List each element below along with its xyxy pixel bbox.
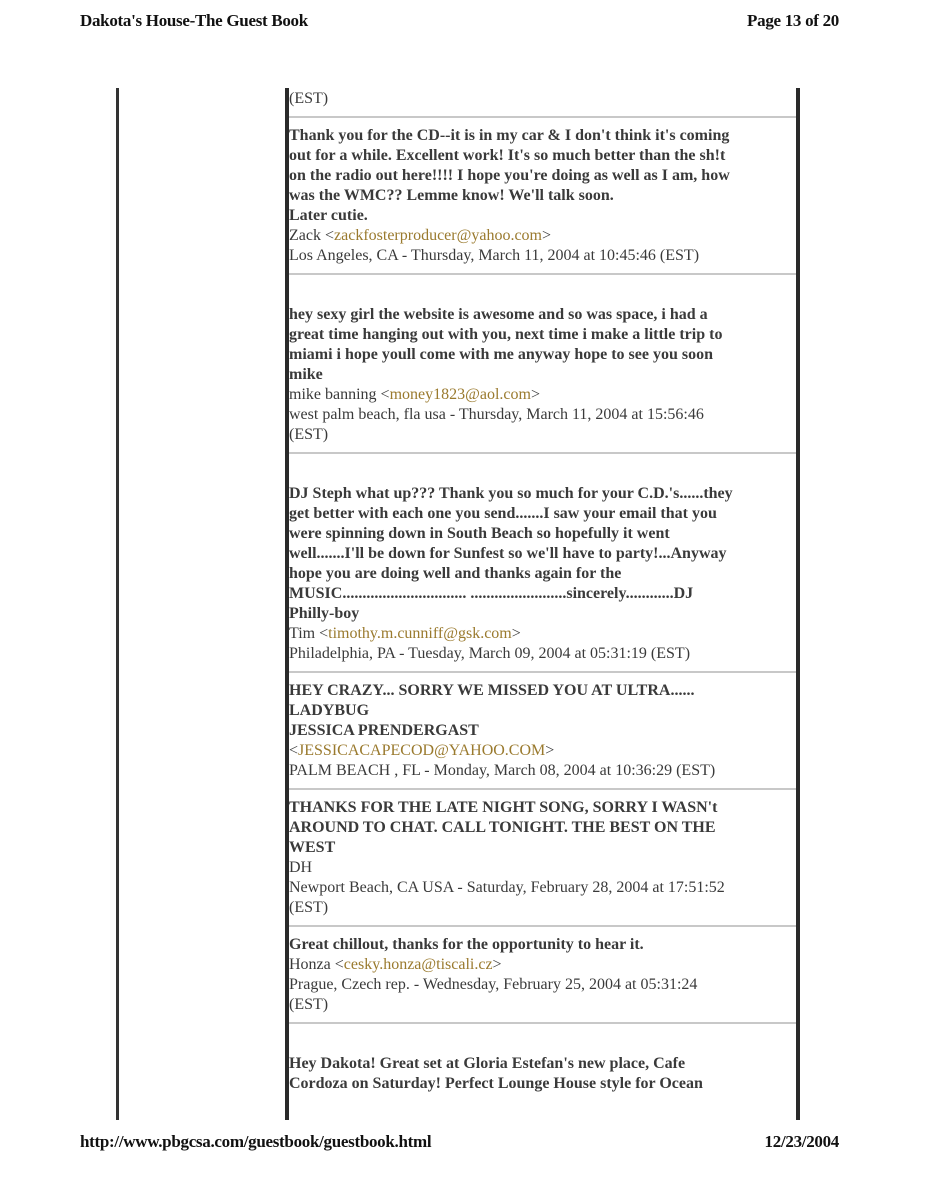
entry-message-line: hope you are doing well and thanks again for the	[289, 565, 622, 582]
entry-message-line: DJ Steph what up??? Thank you so much for your C.D.'s......they	[289, 485, 733, 502]
entry-email-link[interactable]: timothy.m.cunniff@gsk.com	[328, 625, 512, 642]
entry-location-line: Philadelphia, PA - Tuesday, March 09, 2004 at 05:31:19 (EST)	[289, 645, 691, 662]
entry-message-line: Cordoza on Saturday! Perfect Lounge House style for Ocean	[289, 1075, 703, 1092]
entry-message-line: WEST	[289, 839, 336, 856]
entry-location-line: (EST)	[289, 996, 329, 1013]
guestbook-entry	[289, 454, 796, 664]
entry-message-line: MUSIC............................... ........................sincerely............DJ	[289, 585, 694, 602]
page-header-title: Dakota's House-The Guest Book	[80, 11, 308, 30]
entry-location-line: (EST)	[289, 90, 329, 107]
entry-location-line: (EST)	[289, 426, 329, 443]
left-margin-rule	[116, 88, 119, 1120]
entry-email-link[interactable]: cesky.honza@tiscali.cz	[343, 956, 493, 973]
entry-author-name: Honza	[289, 956, 331, 973]
entry-message-line: miami i hope youll come with me anyway hope to see you soon	[289, 346, 713, 363]
page-footer-date: 12/23/2004	[764, 1132, 839, 1151]
entry-author-name: JESSICA PRENDERGAST	[289, 722, 479, 739]
entry-location-line: PALM BEACH , FL - Monday, March 08, 2004 at 10:36:29 (EST)	[289, 762, 716, 779]
entry-message-line: great time hanging out with you, next time i make a little trip to	[289, 326, 723, 343]
entry-email-link[interactable]: zackfosterproducer@yahoo.com	[334, 227, 542, 244]
entry-message-line: were spinning down in South Beach so hopefully it went	[289, 525, 670, 542]
entry-message-line: Later cutie.	[289, 207, 368, 224]
entry-email-line: <JESSICACAPECOD@YAHOO.COM>	[289, 742, 555, 759]
entry-message-line: AROUND TO CHAT. CALL TONIGHT. THE BEST ON THE	[289, 819, 716, 836]
entry-author-line: Zack <zackfosterproducer@yahoo.com>	[289, 227, 552, 244]
entry-message-line: well.......I'll be down for Sunfest so we'll have to party!...Anyway	[289, 545, 727, 562]
entry-message-line: Hey Dakota! Great set at Gloria Estefan's new place, Cafe	[289, 1055, 686, 1072]
entry-message-line: THANKS FOR THE LATE NIGHT SONG, SORRY I WASN't	[289, 799, 718, 816]
entry-message-line: get better with each one you send.......I saw your email that you	[289, 505, 717, 522]
entry-author-name: mike banning	[289, 386, 377, 403]
entry-location-line: Los Angeles, CA - Thursday, March 11, 2004 at 10:45:46 (EST)	[289, 247, 700, 264]
entry-author-name: Zack	[289, 227, 321, 244]
entry-message-line: Thank you for the CD--it is in my car & I don't think it's coming	[289, 127, 730, 144]
guestbook-entries	[289, 88, 796, 1120]
guestbook-entry	[289, 275, 796, 445]
entry-message-line: LADYBUG	[289, 702, 370, 719]
page-footer-url: http://www.pbgcsa.com/guestbook/guestbook.html	[80, 1132, 432, 1151]
entry-email-link[interactable]: JESSICACAPECOD@YAHOO.COM	[298, 742, 546, 759]
entry-message-line: Philly-boy	[289, 605, 360, 622]
guestbook-entry	[289, 1024, 796, 1094]
entry-message-line: HEY CRAZY... SORRY WE MISSED YOU AT ULTRA......	[289, 682, 695, 699]
entry-location-line: Prague, Czech rep. - Wednesday, February 25, 2004 at 05:31:24	[289, 976, 698, 993]
entry-author-line: Tim <timothy.m.cunniff@gsk.com>	[289, 625, 521, 642]
entry-author-line: mike banning <money1823@aol.com>	[289, 386, 540, 403]
entry-message-line: Great chillout, thanks for the opportunity to hear it.	[289, 936, 644, 953]
entry-location-line: (EST)	[289, 899, 329, 916]
entry-message-line: was the WMC?? Lemme know! We'll talk soon.	[289, 187, 614, 204]
entry-message-line: hey sexy girl the website is awesome and so was space, i had a	[289, 306, 708, 323]
entry-message-line: out for a while. Excellent work! It's so much better than the sh!t	[289, 147, 726, 164]
guestbook-entry	[289, 927, 796, 1015]
entry-email-link[interactable]: money1823@aol.com	[389, 386, 531, 403]
entry-author-name: DH	[289, 859, 313, 876]
entry-location-line: west palm beach, fla usa - Thursday, March 11, 2004 at 15:56:46	[289, 406, 704, 423]
guestbook-entry	[289, 790, 796, 918]
entry-message-line: on the radio out here!!!! I hope you're doing as well as I am, how	[289, 167, 730, 184]
entry-author-line: Honza <cesky.honza@tiscali.cz>	[289, 956, 502, 973]
page-number: Page 13 of 20	[747, 11, 839, 30]
guestbook-entry	[289, 118, 796, 266]
guestbook-right-border	[796, 88, 800, 1120]
guestbook-entry	[289, 673, 796, 781]
entry-location-line: Newport Beach, CA USA - Saturday, February 28, 2004 at 17:51:52	[289, 879, 725, 896]
entry-message-line: mike	[289, 366, 323, 383]
guestbook-entry-continued	[289, 88, 796, 109]
entry-author-name: Tim	[289, 625, 316, 642]
